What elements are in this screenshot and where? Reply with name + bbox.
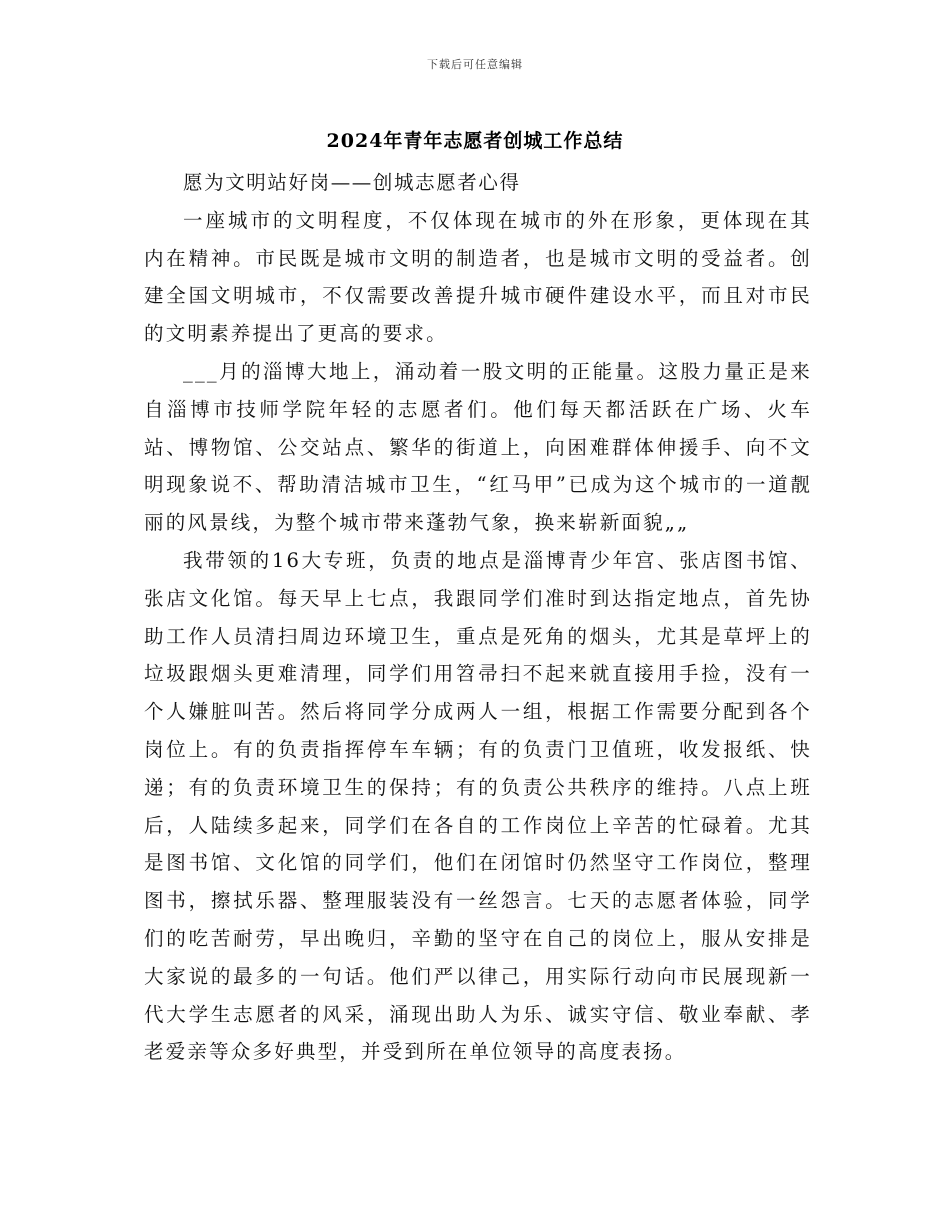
body-paragraph-intro: 一座城市的文明程度，不仅体现在城市的外在形象，更体现在其内在精神。市民既是城市文明的制造者，也是城市文明的受益者。创建全国文明城市，不仅需要改善提升城市硬件建设水平，而且对市民的文明素养提出了更高的要求。: [144, 208, 812, 346]
document-body: [144, 164, 812, 1071]
subtitle-paragraph: 愿为文明站好岗——创城志愿者心得: [183, 171, 521, 194]
body-paragraph-class-work: 我带领的16大专班，负责的地点是淄博青少年宫、张店图书馆、张店文化馆。每天早上七点，我跟同学们准时到达指定地点，首先协助工作人员清扫周边环境卫生，重点是死角的烟头，尤其是草坪上的垃圾跟烟头更难清理，同学们用笤帚扫不起来就直接用手捡，没有一个人嫌脏叫苦。然后将同学分成两人一组，根据工作需要分配到各个岗位上。有的负责指挥停车车辆；有的负责门卫值班，收发报纸、快递；有的负责环境卫生的保持；有的负责公共秩序的维持。八点上班后，人陆续多起来，同学们在各自的工作岗位上辛苦的忙碌着。尤其是图书馆、文化馆的同学们，他们在闭馆时仍然坚守工作岗位，整理图书，擦拭乐器、整理服装没有一丝怨言。七天的志愿者体验，同学们的吃苦耐劳，早出晚归，辛勤的坚守在自己的岗位上，服从安排是大家说的最多的一句话。他们严以律己，用实际行动向市民展现新一代大学生志愿者的风采，涌现出助人为乐、诚实守信、敬业奉献、孝老爱亲等众多好典型，并受到所在单位领导的高度表扬。: [144, 548, 812, 1064]
body-paragraph-volunteers: ___月的淄博大地上，涌动着一股文明的正能量。这股力量正是来自淄博市技师学院年轻的志愿者们。他们每天都活跃在广场、火车站、博物馆、公交站点、繁华的街道上，向困难群体伸援手、向不文明现象说不、帮助清洁城市卫生，“红马甲”已成为这个城市的一道靓丽的风景线，为整个城市带来蓬勃气象，换来崭新面貌„„: [144, 359, 812, 535]
page-header-note: 下载后可任意编辑: [427, 58, 523, 71]
document-title: 2024年青年志愿者创城工作总结: [326, 130, 624, 152]
